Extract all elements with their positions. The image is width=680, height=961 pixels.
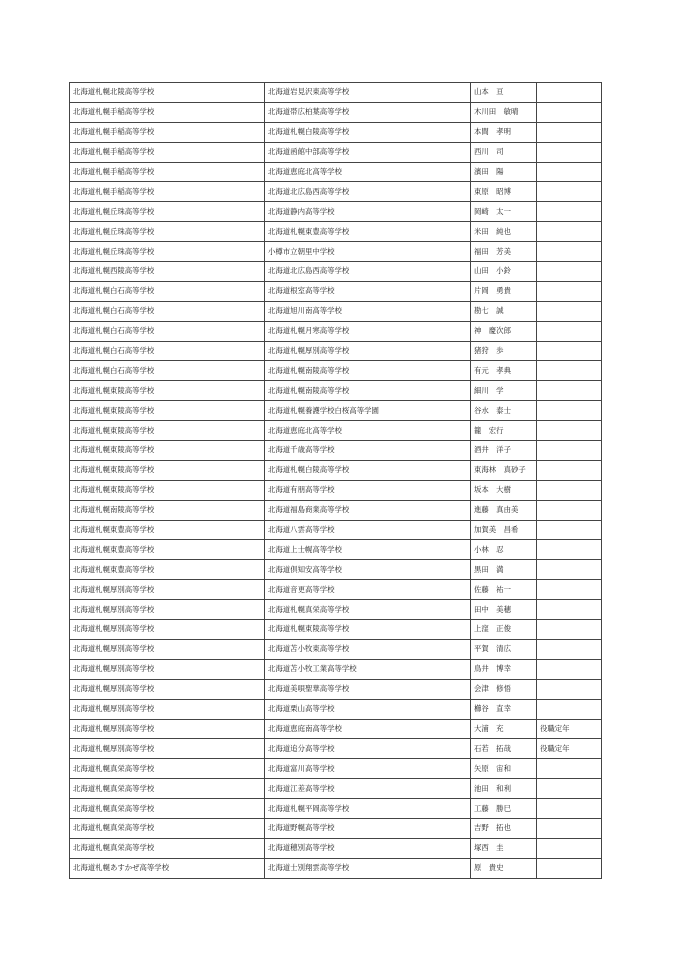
table-row [70,381,602,401]
table-row [70,679,602,699]
table-row [70,262,602,282]
new-school-cell: 北海道千歳高等学校 [265,441,471,461]
person-name-cell: 加賀美 昌希 [471,520,537,540]
remarks-cell [537,202,602,222]
former-school-cell: 北海道札幌真栄高等学校 [70,779,265,799]
new-school-cell: 北海道野幌高等学校 [265,818,471,838]
table-row [70,580,602,600]
new-school-cell: 北海道追分高等学校 [265,739,471,759]
new-school-cell: 北海道栗山高等学校 [265,699,471,719]
table-row [70,818,602,838]
table-row [70,620,602,640]
former-school-cell: 北海道札幌丘珠高等学校 [70,242,265,262]
new-school-cell: 北海道士別翔雲高等学校 [265,858,471,878]
table-row [70,222,602,242]
person-name-cell: 鳥井 博幸 [471,659,537,679]
former-school-cell: 北海道札幌白石高等学校 [70,341,265,361]
person-name-cell: 本間 孝明 [471,122,537,142]
person-name-cell: 山本 亘 [471,83,537,103]
table-row [70,659,602,679]
new-school-cell: 北海道江差高等学校 [265,779,471,799]
table-row [70,341,602,361]
new-school-cell: 北海道恵庭北高等学校 [265,421,471,441]
former-school-cell: 北海道札幌手稲高等学校 [70,122,265,142]
former-school-cell: 北海道札幌手稲高等学校 [70,162,265,182]
table-row [70,441,602,461]
new-school-cell: 北海道札幌養護学校白桜高等学園 [265,401,471,421]
remarks-cell [537,779,602,799]
former-school-cell: 北海道札幌東豊高等学校 [70,520,265,540]
table-row [70,202,602,222]
person-name-cell: 小林 忍 [471,540,537,560]
former-school-cell: 北海道札幌手稲高等学校 [70,102,265,122]
person-name-cell: 吉野 拓也 [471,818,537,838]
person-name-cell: 西川 司 [471,142,537,162]
former-school-cell: 北海道札幌東豊高等学校 [70,560,265,580]
former-school-cell: 北海道札幌丘珠高等学校 [70,222,265,242]
remarks-cell [537,500,602,520]
table-row [70,122,602,142]
former-school-cell: 北海道札幌白石高等学校 [70,281,265,301]
table-row [70,719,602,739]
table-row [70,500,602,520]
former-school-cell: 北海道札幌厚別高等学校 [70,719,265,739]
former-school-cell: 北海道札幌白石高等学校 [70,301,265,321]
new-school-cell: 北海道恵庭南高等学校 [265,719,471,739]
new-school-cell: 北海道旭川南高等学校 [265,301,471,321]
person-name-cell: 籠 宏行 [471,421,537,441]
new-school-cell: 北海道苫小牧工業高等学校 [265,659,471,679]
person-name-cell: 大浦 充 [471,719,537,739]
remarks-cell: 役職定年 [537,719,602,739]
new-school-cell: 北海道恵庭北高等学校 [265,162,471,182]
remarks-cell [537,281,602,301]
person-name-cell: 酒井 洋子 [471,441,537,461]
remarks-cell [537,560,602,580]
remarks-cell [537,620,602,640]
person-name-cell: 櫛谷 直幸 [471,699,537,719]
person-name-cell: 山田 小鈴 [471,262,537,282]
table-row [70,699,602,719]
former-school-cell: 北海道札幌厚別高等学校 [70,659,265,679]
personnel-table [69,82,602,879]
new-school-cell: 北海道札幌厚別高等学校 [265,341,471,361]
person-name-cell: 有元 孝典 [471,361,537,381]
person-name-cell: 東原 昭博 [471,182,537,202]
table-row [70,779,602,799]
remarks-cell [537,441,602,461]
new-school-cell: 北海道倶知安高等学校 [265,560,471,580]
remarks-cell [537,460,602,480]
new-school-cell: 北海道札幌白陵高等学校 [265,122,471,142]
table-row [70,182,602,202]
former-school-cell: 北海道札幌手稲高等学校 [70,142,265,162]
new-school-cell: 北海道美唄聖華高等学校 [265,679,471,699]
person-name-cell: 上窪 正俊 [471,620,537,640]
remarks-cell: 役職定年 [537,739,602,759]
remarks-cell [537,321,602,341]
remarks-cell [537,381,602,401]
new-school-cell: 北海道札幌月寒高等学校 [265,321,471,341]
remarks-cell [537,679,602,699]
new-school-cell: 北海道穂別高等学校 [265,838,471,858]
person-name-cell: 細川 学 [471,381,537,401]
table-row [70,540,602,560]
table-row [70,739,602,759]
remarks-cell [537,102,602,122]
person-name-cell: 進藤 真由美 [471,500,537,520]
former-school-cell: 北海道札幌厚別高等学校 [70,620,265,640]
person-name-cell: 塚西 圭 [471,838,537,858]
new-school-cell: 北海道札幌白陵高等学校 [265,460,471,480]
table-row [70,759,602,779]
table-body [70,83,602,879]
remarks-cell [537,301,602,321]
former-school-cell: 北海道札幌真栄高等学校 [70,818,265,838]
table-row [70,162,602,182]
table-row [70,102,602,122]
former-school-cell: 北海道札幌厚別高等学校 [70,639,265,659]
table-row [70,421,602,441]
remarks-cell [537,699,602,719]
person-name-cell: 矢原 宙和 [471,759,537,779]
former-school-cell: 北海道札幌東陵高等学校 [70,401,265,421]
new-school-cell: 北海道札幌真栄高等学校 [265,600,471,620]
new-school-cell: 北海道上士幌高等学校 [265,540,471,560]
table-row [70,83,602,103]
table-row [70,321,602,341]
former-school-cell: 北海道札幌白石高等学校 [70,361,265,381]
remarks-cell [537,480,602,500]
new-school-cell: 北海道帯広柏葉高等学校 [265,102,471,122]
former-school-cell: 北海道札幌厚別高等学校 [70,699,265,719]
remarks-cell [537,242,602,262]
new-school-cell: 北海道札幌東陵高等学校 [265,620,471,640]
person-name-cell: 東海林 真砂子 [471,460,537,480]
person-name-cell: 猪狩 歩 [471,341,537,361]
remarks-cell [537,162,602,182]
new-school-cell: 北海道岩見沢東高等学校 [265,83,471,103]
remarks-cell [537,421,602,441]
person-name-cell: 谷水 泰士 [471,401,537,421]
remarks-cell [537,799,602,819]
person-name-cell: 坂本 大樹 [471,480,537,500]
former-school-cell: 北海道札幌真栄高等学校 [70,838,265,858]
new-school-cell: 北海道札幌平岡高等学校 [265,799,471,819]
remarks-cell [537,759,602,779]
table-row [70,799,602,819]
person-name-cell: 工藤 勝巳 [471,799,537,819]
former-school-cell: 北海道札幌南陵高等学校 [70,500,265,520]
person-name-cell: 原 貴史 [471,858,537,878]
table-row [70,361,602,381]
remarks-cell [537,838,602,858]
former-school-cell: 北海道札幌東陵高等学校 [70,441,265,461]
person-name-cell: 池田 和利 [471,779,537,799]
former-school-cell: 北海道札幌厚別高等学校 [70,679,265,699]
former-school-cell: 北海道札幌東豊高等学校 [70,540,265,560]
person-name-cell: 黒田 満 [471,560,537,580]
remarks-cell [537,540,602,560]
person-name-cell: 濱田 陽 [471,162,537,182]
table-row [70,242,602,262]
table-row [70,639,602,659]
former-school-cell: 北海道札幌北陵高等学校 [70,83,265,103]
remarks-cell [537,818,602,838]
person-name-cell: 佐藤 祐一 [471,580,537,600]
former-school-cell: 北海道札幌東陵高等学校 [70,460,265,480]
remarks-cell [537,858,602,878]
new-school-cell: 北海道函館中部高等学校 [265,142,471,162]
table-row [70,838,602,858]
former-school-cell: 北海道札幌手稲高等学校 [70,182,265,202]
former-school-cell: 北海道札幌真栄高等学校 [70,759,265,779]
former-school-cell: 北海道札幌厚別高等学校 [70,580,265,600]
new-school-cell: 北海道札幌南陵高等学校 [265,381,471,401]
table-row [70,480,602,500]
person-name-cell: 平賀 清広 [471,639,537,659]
person-name-cell: 会津 修悟 [471,679,537,699]
former-school-cell: 北海道札幌東陵高等学校 [70,480,265,500]
remarks-cell [537,639,602,659]
remarks-cell [537,580,602,600]
person-name-cell: 勘七 誠 [471,301,537,321]
table-row [70,301,602,321]
remarks-cell [537,520,602,540]
new-school-cell: 北海道富川高等学校 [265,759,471,779]
person-name-cell: 田中 美穂 [471,600,537,620]
table-row [70,460,602,480]
person-name-cell: 木川田 敏晴 [471,102,537,122]
person-name-cell: 福田 芳美 [471,242,537,262]
former-school-cell: 北海道札幌厚別高等学校 [70,600,265,620]
remarks-cell [537,361,602,381]
person-name-cell: 米田 純也 [471,222,537,242]
former-school-cell: 北海道札幌東陵高等学校 [70,421,265,441]
new-school-cell: 北海道音更高等学校 [265,580,471,600]
table-row [70,560,602,580]
new-school-cell: 北海道根室高等学校 [265,281,471,301]
person-name-cell: 石若 拓哉 [471,739,537,759]
new-school-cell: 北海道有朋高等学校 [265,480,471,500]
person-name-cell: 神 慶次郎 [471,321,537,341]
new-school-cell: 北海道八雲高等学校 [265,520,471,540]
new-school-cell: 北海道北広島西高等学校 [265,182,471,202]
remarks-cell [537,142,602,162]
new-school-cell: 北海道静内高等学校 [265,202,471,222]
remarks-cell [537,600,602,620]
remarks-cell [537,182,602,202]
new-school-cell: 小樽市立朝里中学校 [265,242,471,262]
table-row [70,600,602,620]
former-school-cell: 北海道札幌東陵高等学校 [70,381,265,401]
former-school-cell: 北海道札幌あすかぜ高等学校 [70,858,265,878]
new-school-cell: 北海道札幌東豊高等学校 [265,222,471,242]
new-school-cell: 北海道苫小牧東高等学校 [265,639,471,659]
table-row [70,858,602,878]
former-school-cell: 北海道札幌厚別高等学校 [70,739,265,759]
remarks-cell [537,122,602,142]
table-row [70,520,602,540]
former-school-cell: 北海道札幌西陵高等学校 [70,262,265,282]
new-school-cell: 北海道札幌南陵高等学校 [265,361,471,381]
former-school-cell: 北海道札幌白石高等学校 [70,321,265,341]
person-name-cell: 片岡 勇貴 [471,281,537,301]
remarks-cell [537,222,602,242]
remarks-cell [537,83,602,103]
table-row [70,281,602,301]
table-row [70,401,602,421]
new-school-cell: 北海道福島商業高等学校 [265,500,471,520]
former-school-cell: 北海道札幌真栄高等学校 [70,799,265,819]
remarks-cell [537,262,602,282]
new-school-cell: 北海道北広島西高等学校 [265,262,471,282]
remarks-cell [537,659,602,679]
table-row [70,142,602,162]
person-name-cell: 岡崎 太一 [471,202,537,222]
former-school-cell: 北海道札幌丘珠高等学校 [70,202,265,222]
remarks-cell [537,401,602,421]
remarks-cell [537,341,602,361]
